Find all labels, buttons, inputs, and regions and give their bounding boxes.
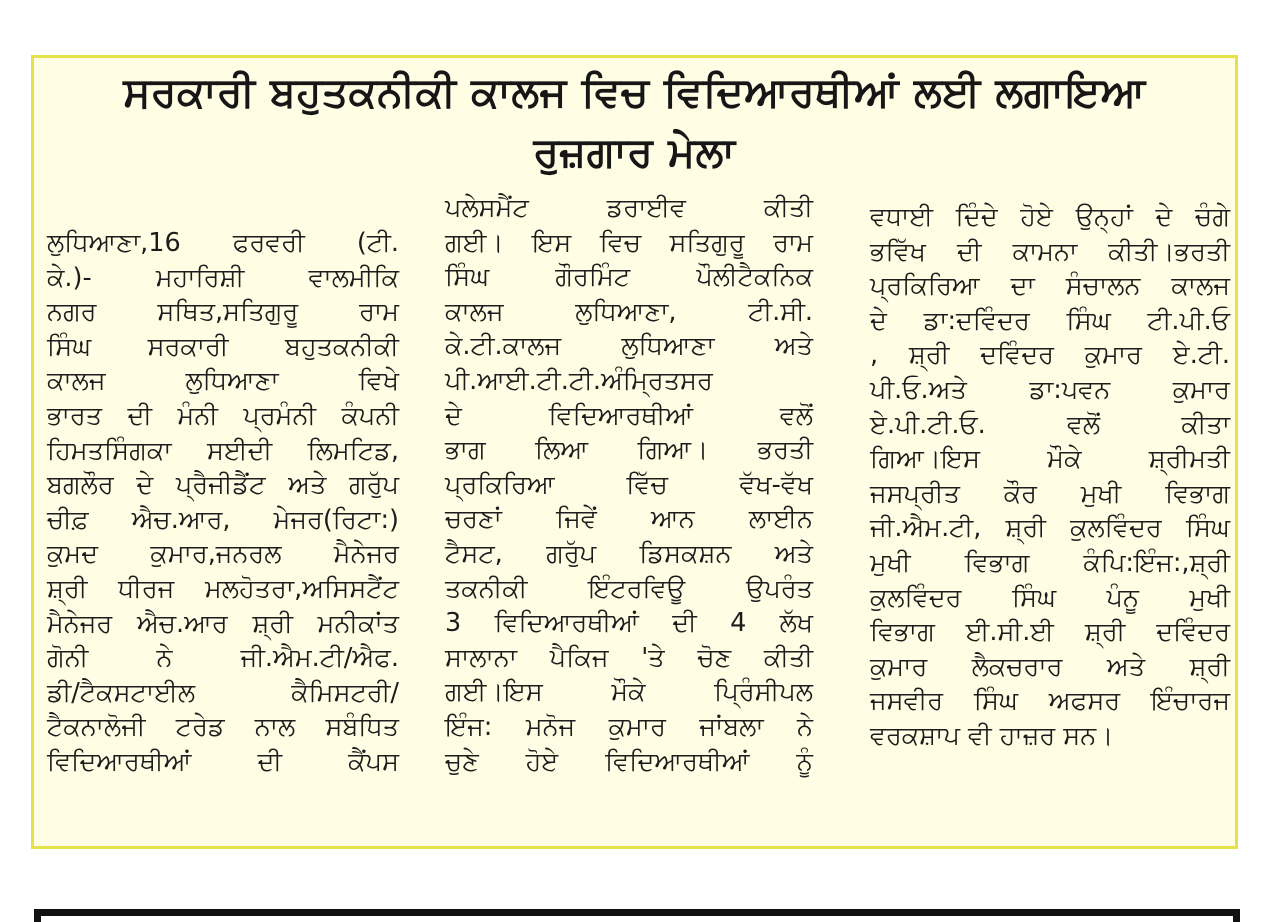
column-line: ਸਾਲਾਨਾ ਪੈਕਿਜ 'ਤੇ ਚੋਣ ਕੀਤੀ (445, 642, 813, 673)
column-line: ਵਰਕਸ਼ਾਪ ਵੀ ਹਾਜ਼ਰ ਸਨ। (870, 720, 1114, 751)
column-line: ਭਵਿੱਖ ਦੀ ਕਾਮਨਾ ਕੀਤੀ।ਭਰਤੀ (870, 236, 1230, 267)
headline-line-1: ਸਰਕਾਰੀ ਬਹੁਤਕਨੀਕੀ ਕਾਲਜ ਵਿਚ ਵਿਦਿਆਰਥੀਆਂ ਲਈ ਲਗਾਇਆ (123, 68, 1146, 116)
column-line: ਕੇ.)- ਮਹਾਰਿਸ਼ੀ ਵਾਲਮੀਕਿ (47, 262, 399, 293)
headline (44, 62, 1225, 182)
article-column-2 (445, 191, 813, 779)
column-line: ਪ੍ਰਕਿਰਿਆ ਵਿੱਚ ਵੱਖ-ਵੱਖ (445, 469, 813, 500)
next-clipping-border (34, 909, 1240, 922)
column-line: ਜਸਪ੍ਰੀਤ ਕੌਰ ਮੁਖੀ ਵਿਭਾਗ (870, 478, 1230, 509)
column-line: ਮੁਖੀ ਵਿਭਾਗ ਕੰਪਿ:ਇੰਜ:,ਸ਼੍ਰੀ (870, 547, 1230, 578)
column-line: ਸਿੰਘ ਗੌਰਮਿੰਟ ਪੌਲੀਟੈਕਨਿਕ (445, 262, 813, 293)
column-line: ਕਾਲਜ ਲੁਧਿਆਣਾ, ਟੀ.ਸੀ. (445, 296, 813, 327)
column-line: ਭਾਗ ਲਿਆ ਗਿਆ। ਭਰਤੀ (445, 435, 813, 466)
column-line: ਚਰਣਾਂ ਜਿਵੇਂ ਆਨ ਲਾਈਨ (445, 504, 813, 535)
news-clipping (31, 55, 1238, 849)
column-line: ਦੇ ਡਾ:ਦਵਿੰਦਰ ਸਿੰਘ ਟੀ.ਪੀ.ਓ (870, 305, 1230, 336)
column-line: ਵਿਦਿਆਰਥੀਆਂ ਦੀ ਕੈਂਪਸ (47, 746, 399, 777)
column-line: ਕੇ.ਟੀ.ਕਾਲਜ ਲੁਧਿਆਣਾ ਅਤੇ (445, 331, 813, 362)
column-line: ਗੋਨੀ ਨੇ ਜੀ.ਐਮ.ਟੀ/ਐਫ. (47, 643, 399, 674)
column-line: ਪਲੇਸਮੈਂਟ ਡਰਾਈਵ ਕੀਤੀ (445, 193, 813, 223)
column-line: ਪੀ.ਆਈ.ਟੀ.ਟੀ.ਅੰਮ੍ਰਿਤਸਰ (445, 365, 713, 396)
headline-line-2: ਰੁਜ਼ਗਾਰ ਮੇਲਾ (533, 128, 736, 176)
column-line: ਕੁਮਾਰ ਲੈਕਚਰਾਰ ਅਤੇ ਸ਼੍ਰੀ (870, 651, 1230, 682)
column-line: ਭਾਰਤ ਦੀ ਮੰਨੀ ਪ੍ਰਮੰਨੀ ਕੰਪਨੀ (47, 400, 399, 431)
column-line: ਕੁਮਦ ਕੁਮਾਰ,ਜਨਰਲ ਮੈਨੇਜਰ (47, 539, 399, 570)
column-line: ਟੈਕਨਾਲੋਜੀ ਟਰੇਡ ਨਾਲ ਸਬੰਧਿਤ (47, 712, 399, 743)
column-line: ਟੈਸਟ, ਗਰੁੱਪ ਡਿਸਕਸ਼ਨ ਅਤੇ (445, 538, 813, 569)
column-line: ਮੈਨੇਜਰ ਐਚ.ਆਰ ਸ਼੍ਰੀ ਮਨੀਕਾਂਤ (47, 608, 399, 639)
article-column-3 (870, 200, 1230, 754)
column-line: ਚੀਫ਼ ਐਚ.ਆਰ, ਮੇਜਰ(ਰਿਟਾ:) (47, 504, 399, 535)
column-line: ਤਕਨੀਕੀ ਇੰਟਰਵਿਊ ਉਪਰੰਤ (445, 573, 813, 604)
column-line: ਕੁਲਵਿੰਦਰ ਸਿੰਘ ਪੰਨੂ ਮੁਖੀ (870, 582, 1230, 613)
column-line: ਦੇ ਵਿਦਿਆਰਥੀਆਂ ਵਲੋਂ (445, 400, 813, 431)
column-line: ਪ੍ਰਕਿਰਿਆ ਦਾ ਸੰਚਾਲਨ ਕਾਲਜ (870, 271, 1230, 302)
column-line: ਵਿਭਾਗ ਈ.ਸੀ.ਈ ਸ਼੍ਰੀ ਦਵਿੰਦਰ (870, 617, 1230, 648)
column-line: ਸਿੰਘ ਸਰਕਾਰੀ ਬਹੁਤਕਨੀਕੀ (47, 331, 399, 362)
column-line: ਜਸਵੀਰ ਸਿੰਘ ਅਫਸਰ ਇੰਚਾਰਜ (870, 686, 1230, 717)
column-line: ਡੀ/ਟੈਕਸਟਾਈਲ ਕੈਮਿਸਟਰੀ/ (47, 677, 399, 708)
column-line: ਵਧਾਈ ਦਿੰਦੇ ਹੋਏ ਉਨ੍ਹਾਂ ਦੇ ਚੰਗੇ (870, 202, 1230, 232)
column-line: ਸ਼੍ਰੀ ਧੀਰਜ ਮਲਹੋਤਰਾ,ਅਸਿਸਟੈਂਟ (47, 573, 399, 604)
column-line: ਨਗਰ ਸਥਿਤ,ਸਤਿਗੁਰੂ ਰਾਮ (47, 297, 399, 328)
column-line: ਲੁਧਿਆਣਾ,16 ਫਰਵਰੀ (ਟੀ. (47, 228, 399, 258)
column-line: , ਸ਼੍ਰੀ ਦਵਿੰਦਰ ਕੁਮਾਰ ਏ.ਟੀ. (870, 340, 1230, 371)
column-line: ਗਈ।ਇਸ ਮੌਕੇ ਪ੍ਰਿੰਸੀਪਲ (445, 677, 813, 708)
column-line: ਬਗਲੌਰ ਦੇ ਪ੍ਰੈਜੀਡੈਂਟ ਅਤੇ ਗਰੁੱਪ (47, 470, 399, 501)
column-line: ਚੁਣੇ ਹੋਏ ਵਿਦਿਆਰਥੀਆਂ ਨੂੰ (445, 746, 813, 777)
article-column-1 (47, 226, 399, 780)
column-line: ਜੀ.ਐਮ.ਟੀ, ਸ਼੍ਰੀ ਕੁਲਵਿੰਦਰ ਸਿੰਘ (870, 513, 1230, 544)
column-line: ਇੰਜ: ਮਨੋਜ ਕੁਮਾਰ ਜਾਂਬਲਾ ਨੇ (445, 711, 813, 742)
column-line: ਗਿਆ।ਇਸ ਮੌਕੇ ਸ਼੍ਰੀਮਤੀ (870, 444, 1230, 475)
column-line: ਕਾਲਜ ਲੁਧਿਆਣਾ ਵਿਖੇ (47, 366, 399, 397)
column-line: ਗਈ। ਇਸ ਵਿਚ ਸਤਿਗੁਰੂ ਰਾਮ (445, 227, 813, 258)
column-line: ਏ.ਪੀ.ਟੀ.ਓ. ਵਲੋਂ ਕੀਤਾ (870, 409, 1230, 440)
column-line: ਹਿਮਤਸਿੰਗਕਾ ਸਈਦੀ ਲਿਮਟਿਡ, (47, 435, 399, 466)
column-line: ਪੀ.ਓ.ਅਤੇ ਡਾ:ਪਵਨ ਕੁਮਾਰ (870, 374, 1230, 405)
column-line: 3 ਵਿਦਿਆਰਥੀਆਂ ਦੀ 4 ਲੱਖ (445, 608, 813, 639)
